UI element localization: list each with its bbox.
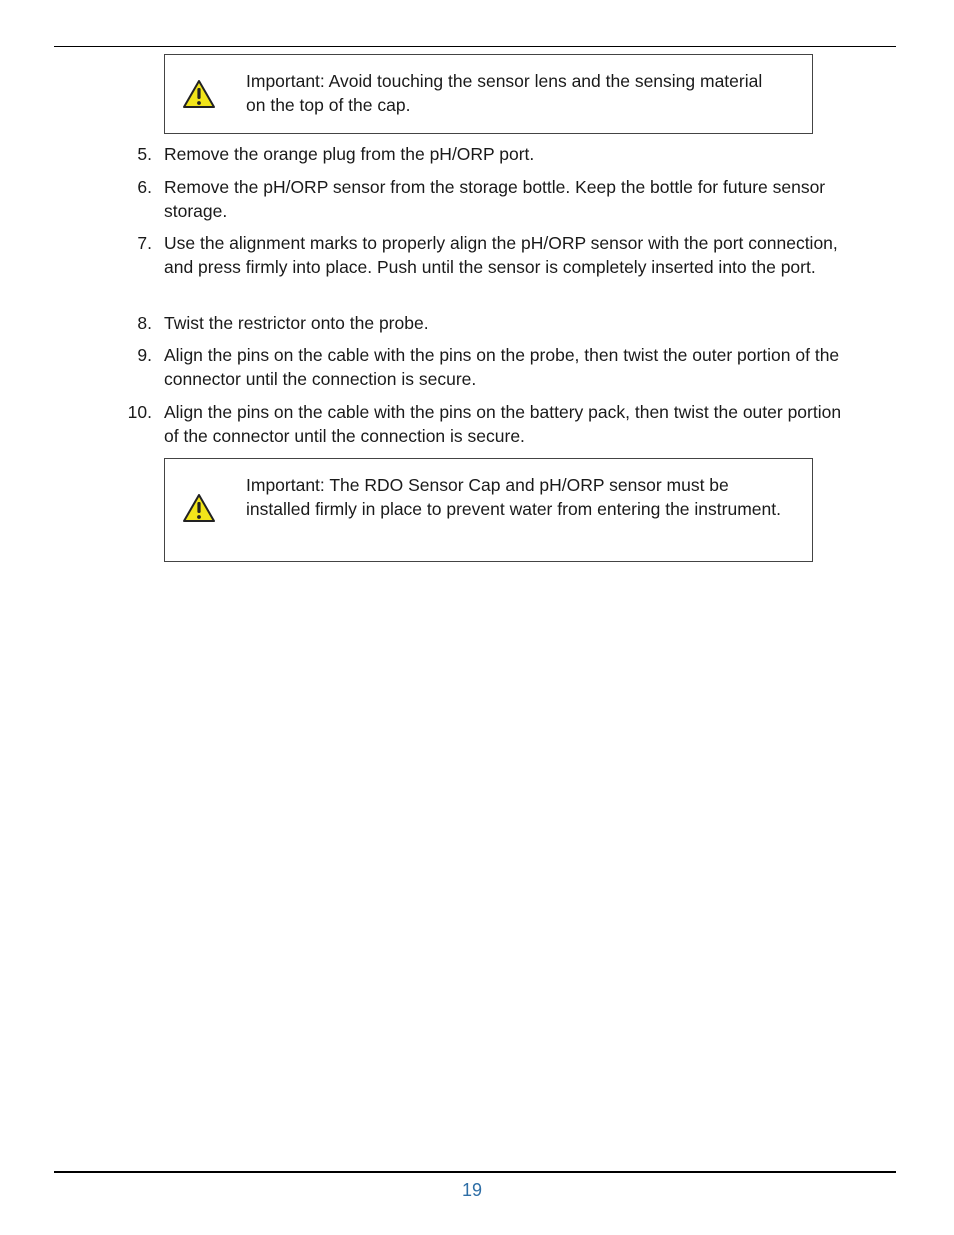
step-text: Remove the orange plug from the pH/ORP port.: [164, 144, 535, 164]
step-number: 10.: [127, 402, 152, 422]
step-text: Align the pins on the cable with the pins on the battery pack, then twist the outer portion of the connector until the connection is secure.: [164, 402, 842, 446]
header-rule: [54, 46, 896, 47]
warning-triangle-icon: [182, 79, 216, 109]
step-text: Remove the pH/ORP sensor from the storage bottle. Keep the bottle for future sensor storage.: [164, 177, 826, 221]
warning-triangle-icon: [182, 493, 216, 523]
callout-text: Important: Avoid touching the sensor lens and the sensing material on the top of the cap.: [246, 71, 763, 115]
step-number: 7.: [137, 233, 152, 253]
step-number: 9.: [137, 345, 152, 365]
step-number: 6.: [137, 177, 152, 197]
important-callout-lens: [164, 54, 813, 134]
step-text: Twist the restrictor onto the probe.: [164, 313, 429, 333]
important-callout-install: [164, 458, 813, 562]
step-number: 8.: [137, 313, 152, 333]
step-number: 5.: [137, 144, 152, 164]
callout-text: Important: The RDO Sensor Cap and pH/ORP sensor must be installed firmly in place to prevent water from entering the instrument.: [246, 475, 781, 519]
page-number: 19: [461, 1180, 483, 1200]
footer-rule: [54, 1171, 896, 1173]
step-text: Use the alignment marks to properly align the pH/ORP sensor with the port connection, and press firmly into place. Push until the sensor is completely inserted into the port.: [164, 233, 838, 277]
step-text: Align the pins on the cable with the pins on the probe, then twist the outer portion of the connector until the connection is secure.: [164, 345, 840, 389]
